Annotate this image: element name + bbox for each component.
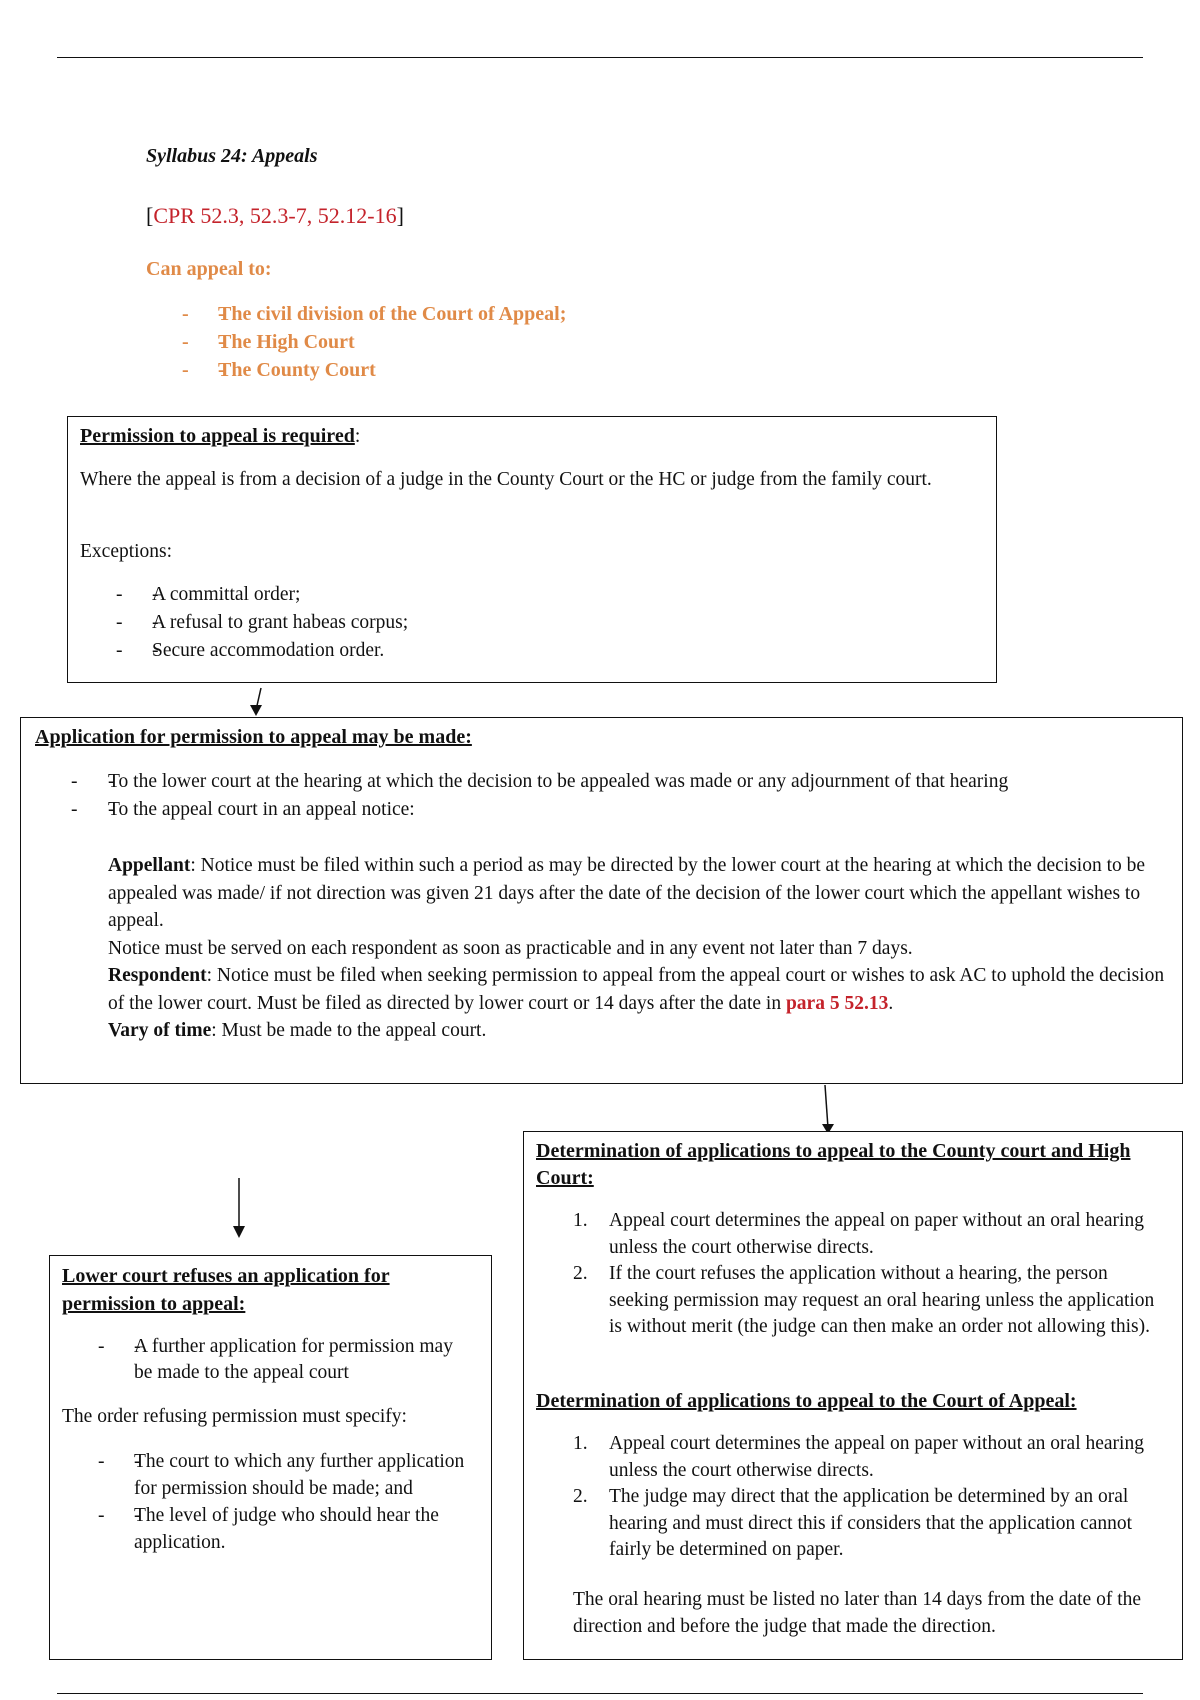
served-paragraph: Notice must be served on each respondent as soon as practicable and in any event not later than 7 days. bbox=[108, 937, 913, 959]
lower-court-heading: Lower court refuses an application for permission to appeal: bbox=[62, 1265, 390, 1315]
county-court-heading: Determination of applications to appeal to the County court and High Court: bbox=[536, 1140, 1131, 1189]
permission-box: Permission to appeal is required: Where the appeal is from a decision of a judge in the County Court or the HC or judge from the family court. Exceptions: - - A committal order; - - A refusal to grant habeas corpus; - - Secure accommodation order. bbox=[67, 416, 997, 683]
cpr-references: [CPR 52.3, 52.3-7, 52.12-16] bbox=[146, 203, 404, 228]
county-court-list bbox=[573, 1208, 1163, 1341]
cpr-reference-link[interactable]: CPR 52.3, 52.3-7, 52.12-16 bbox=[153, 203, 397, 228]
list-item: 2. The judge may direct that the application be determined by an oral hearing and must direct this if considers that the application cannot fairly be determined on paper. bbox=[573, 1486, 1133, 1560]
list-item: - - The court to which any further application for permission should be made; and bbox=[134, 1448, 474, 1502]
lower-court-list bbox=[98, 1334, 464, 1386]
oral-hearing-note: The oral hearing must be listed no later than 14 days from the date of the direction and before the judge that made the direction. bbox=[573, 1589, 1142, 1637]
can-appeal-label: Can appeal to: bbox=[146, 258, 272, 280]
lower-court-box bbox=[49, 1255, 492, 1660]
respondent-paragraph: Respondent: Notice must be filed when seeking permission to appeal from the appeal court or wishes to ask AC to uphold the decision of the lower court. Must be filed as directed by lower court or 14 days after the date in para 5 52.13. bbox=[108, 965, 1165, 1014]
arrow-to-lower-court bbox=[233, 1178, 245, 1238]
order-label: The order refusing permission must specify: bbox=[62, 1406, 407, 1427]
list-item: - - To the appeal court in an appeal notice: bbox=[108, 796, 1168, 824]
order-list bbox=[98, 1448, 474, 1556]
list-item: - - Secure accommodation order. bbox=[152, 637, 408, 665]
court-of-appeal-heading: Determination of applications to appeal to the Court of Appeal: bbox=[536, 1390, 1077, 1412]
application-list bbox=[71, 768, 1168, 824]
para-reference-link[interactable]: para 5 52.13 bbox=[785, 992, 889, 1014]
arrow-to-application bbox=[250, 688, 262, 716]
court-of-appeal-list bbox=[573, 1431, 1163, 1564]
list-item: 1. Appeal court determines the appeal on paper without an oral hearing unless the court otherwise directs. bbox=[573, 1210, 1144, 1258]
list-item: - - The County Court bbox=[218, 356, 566, 384]
application-box bbox=[20, 717, 1183, 1084]
list-item: 1. Appeal court determines the appeal on paper without an oral hearing unless the court otherwise directs. bbox=[573, 1433, 1144, 1481]
application-heading: Application for permission to appeal may be made: bbox=[35, 726, 472, 748]
list-item: - - To the lower court at the hearing at which the decision to be appealed was made or any adjournment of that hearing bbox=[108, 768, 1168, 796]
arrow-to-determination bbox=[822, 1085, 834, 1134]
permission-description: Where the appeal is from a decision of a judge in the County Court or the HC or judge from the family court. bbox=[80, 469, 932, 490]
permission-heading: Permission to appeal is required bbox=[80, 425, 355, 447]
list-item: - - A refusal to grant habeas corpus; bbox=[152, 609, 408, 637]
list-item: 2. If the court refuses the application without a hearing, the person seeking permission may request an oral hearing unless the application is without merit (the judge can then make an order not allowing this). bbox=[573, 1263, 1155, 1337]
list-item: - - A further application for permission may be made to the appeal court bbox=[134, 1334, 464, 1386]
list-item: - - A committal order; bbox=[152, 581, 408, 609]
list-item: - - The civil division of the Court of Appeal; bbox=[218, 300, 566, 328]
page-title: Syllabus 24: Appeals bbox=[146, 145, 318, 167]
vary-paragraph: Vary of time: Must be made to the appeal court. bbox=[108, 1020, 487, 1041]
appeal-notice-details bbox=[108, 852, 1168, 1045]
exceptions-label: Exceptions: bbox=[80, 541, 173, 562]
determination-box bbox=[523, 1131, 1183, 1660]
list-item: - - The High Court bbox=[218, 328, 566, 356]
list-item: - - The level of judge who should hear the application. bbox=[134, 1502, 474, 1556]
appellant-paragraph: Appellant: Notice must be filed within such a period as may be directed by the lower court at the hearing at which the decision to be appealed was made/ if not direction was given 21 days after the date of the decision of the lower court which the appellant wishes to appeal. bbox=[108, 855, 1146, 931]
